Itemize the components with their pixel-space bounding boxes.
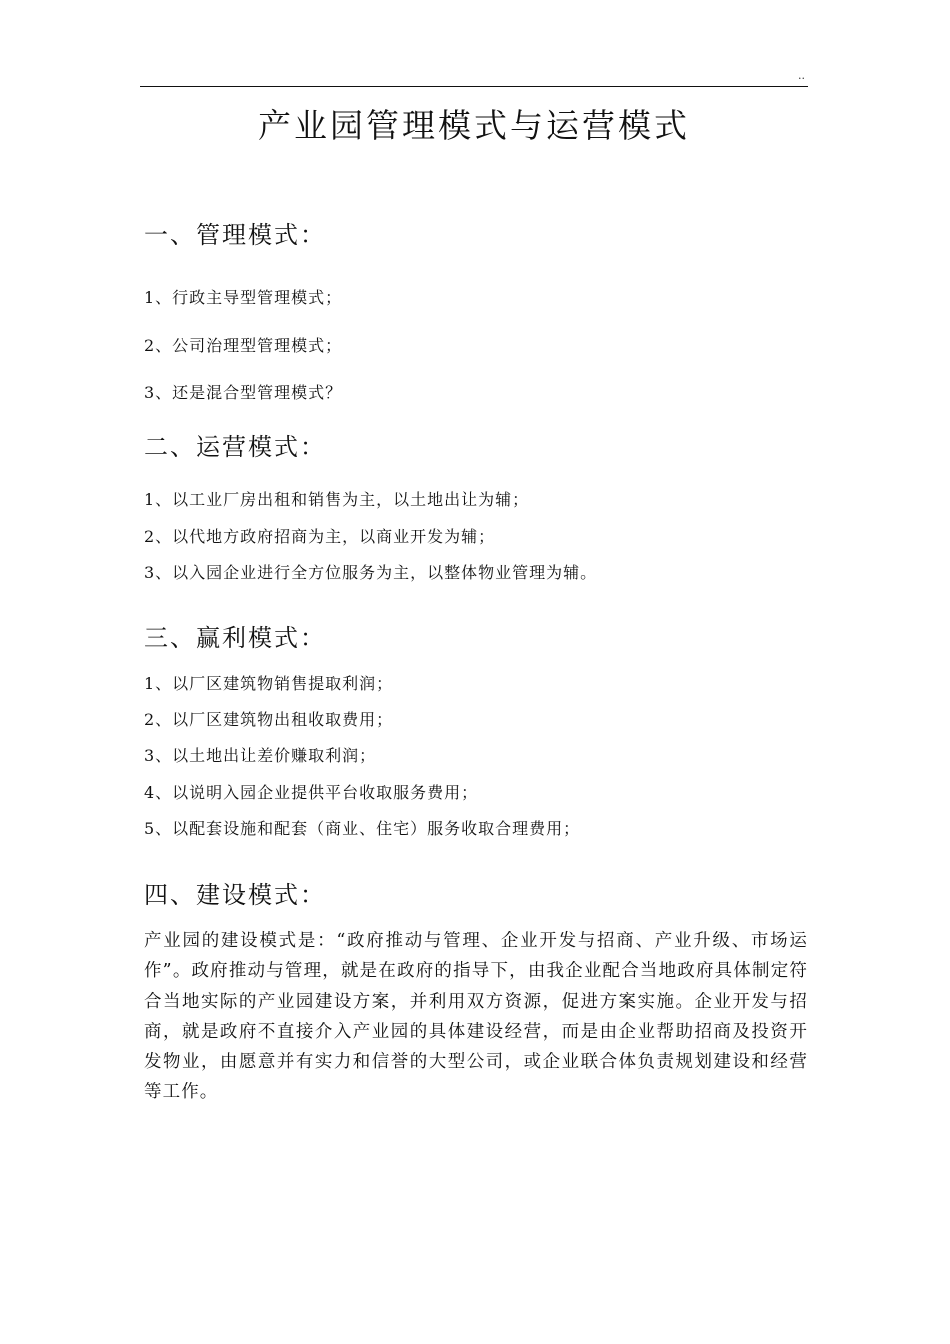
section-heading-profit: 三、赢利模式： bbox=[144, 624, 326, 652]
header-mark: .. bbox=[798, 69, 805, 82]
list-item: 5、以配套设施和配套（商业、住宅）服务收取合理费用； bbox=[144, 819, 581, 838]
list-item: 2、以厂区建筑物出租收取费用； bbox=[144, 710, 394, 729]
list-item: 3、以入园企业进行全方位服务为主，以整体物业管理为辅。 bbox=[144, 563, 598, 582]
list-item: 3、还是混合型管理模式？ bbox=[144, 383, 343, 402]
list-item: 1、行政主导型管理模式； bbox=[144, 288, 343, 307]
section-heading-construction: 四、建设模式： bbox=[144, 881, 326, 909]
list-item: 4、以说明入园企业提供平台收取服务费用； bbox=[144, 783, 479, 802]
list-item: 3、以土地出让差价赚取利润； bbox=[144, 746, 377, 765]
list-item: 1、以厂区建筑物销售提取利润； bbox=[144, 674, 394, 693]
section-heading-management: 一、管理模式： bbox=[144, 221, 326, 249]
header-rule bbox=[140, 86, 808, 87]
list-item: 2、公司治理型管理模式； bbox=[144, 336, 343, 355]
construction-paragraph: 产业园的建设模式是：“政府推动与管理、企业开发与招商、产业升级、市场运作”。政府推动与管理，就是在政府的指导下，由我企业配合当地政府具体制定符合当地实际的产业园建设方案，并利用双方资源，促进方案实施。企业开发与招商，就是政府不直接介入产业园的具体建设经营，而是由企业帮助招商及投资开发物业，由愿意并有实力和信誉的大型公司，或企业联合体负责规划建设和经营等工作。 bbox=[144, 931, 808, 1103]
list-item: 1、以工业厂房出租和销售为主，以土地出让为辅； bbox=[144, 490, 530, 509]
list-item: 2、以代地方政府招商为主，以商业开发为辅； bbox=[144, 527, 496, 546]
section-heading-operation: 二、运营模式： bbox=[144, 433, 326, 461]
document-title: 产业园管理模式与运营模式 bbox=[258, 106, 690, 145]
